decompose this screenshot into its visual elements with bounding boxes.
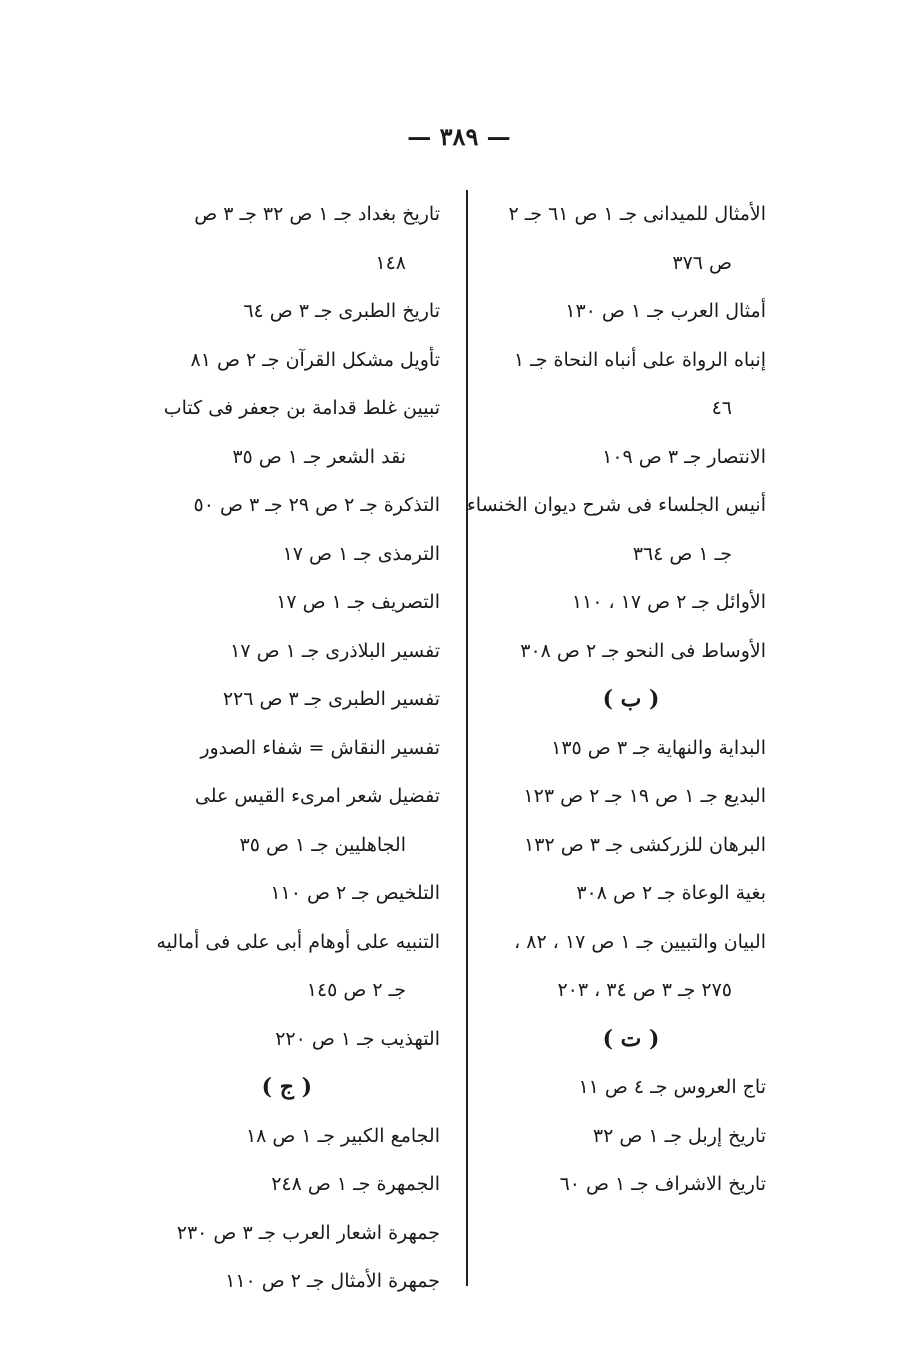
index-entry: التلخيص جـ ٢ ص ١١٠	[270, 882, 440, 904]
index-entry: التذكرة جـ ٢ ص ٢٩ جـ ٣ ص ٥٠	[193, 494, 440, 516]
index-entry: تاريخ إربل جـ ١ ص ٣٢	[592, 1124, 766, 1147]
index-entry: الجمهرة جـ ١ ص ٢٤٨	[271, 1173, 440, 1195]
index-entry-continuation: نقد الشعر جـ ١ ص ٣٥	[232, 445, 406, 468]
index-entry: الأمثال للميدانى جـ ١ ص ٦١ جـ ٢	[508, 203, 766, 225]
index-column-left	[130, 190, 440, 1306]
index-entry: تأويل مشكل القرآن جـ ٢ ص ٨١	[190, 348, 440, 371]
index-entry: الأوائل جـ ٢ ص ١٧ ، ١١٠	[571, 591, 766, 613]
index-entry: تاريخ الاشراف جـ ١ ص ٦٠	[559, 1173, 766, 1195]
index-entry: تاريخ الطبرى جـ ٣ ص ٦٤	[243, 300, 440, 322]
index-entry-continuation: الجاهليين جـ ١ ص ٣٥	[239, 833, 406, 856]
index-entry-continuation: ٢٧٥ جـ ٣ ص ٣٤ ، ٢٠٣	[557, 979, 732, 1001]
index-entry: تفسير البلاذرى جـ ١ ص ١٧	[230, 639, 440, 662]
index-entry: البداية والنهاية جـ ٣ ص ١٣٥	[551, 736, 766, 759]
index-entry: تبيين غلط قدامة بن جعفر فى كتاب	[163, 397, 440, 419]
index-entry: التنبيه على أوهام أبى على فى أماليه	[156, 930, 440, 953]
index-entry-continuation: ١٤٨	[375, 251, 406, 274]
index-entry: جمهرة الأمثال جـ ٢ ص ١١٠	[225, 1270, 440, 1292]
section-heading-ta: ( ت )	[602, 1025, 660, 1052]
index-entry: التصريف جـ ١ ص ١٧	[276, 591, 440, 613]
index-entry: البديع جـ ١ ص ١٩ جـ ٢ ص ١٢٣	[523, 785, 766, 807]
index-entry: تاريخ بغداد جـ ١ ص ٣٢ جـ ٣ ص	[194, 203, 440, 225]
index-entry: أمثال العرب جـ ١ ص ١٣٠	[565, 300, 766, 322]
index-entry: إنباه الرواة على أنباه النحاة جـ ١	[513, 348, 766, 371]
index-entry: البيان والتبيين جـ ١ ص ١٧ ، ٨٢ ،	[514, 930, 766, 953]
index-entry: الترمذى جـ ١ ص ١٧	[282, 542, 440, 565]
index-entry-continuation: ص ٣٧٦	[672, 251, 732, 274]
index-entry: تفسير الطبرى جـ ٣ ص ٢٢٦	[222, 688, 440, 710]
index-entry-continuation: جـ ٢ ص ١٤٥	[306, 979, 406, 1001]
section-heading-jim: ( ج )	[261, 1074, 312, 1100]
index-entry: الجامع الكبير جـ ١ ص ١٨	[245, 1124, 440, 1147]
index-entry: التهذيب جـ ١ ص ٢٢٠	[275, 1027, 440, 1050]
index-entry: جمهرة اشعار العرب جـ ٣ ص ٢٣٠	[176, 1221, 440, 1244]
index-entry-continuation: ٤٦	[711, 397, 732, 419]
index-entry: تفضيل شعر امرىء القيس على	[194, 785, 440, 807]
index-entry: البرهان للزركشى جـ ٣ ص ١٣٢	[524, 833, 766, 856]
page-number: — ٣٨٩ —	[407, 122, 511, 151]
index-entry: تفسير النقاش = شفاء الصدور	[200, 736, 440, 759]
index-column-right	[456, 190, 766, 1209]
index-entry: تاج العروس جـ ٤ ص ١١	[578, 1076, 766, 1098]
index-entry: الأوساط فى النحو جـ ٢ ص ٣٠٨	[520, 639, 766, 662]
index-entry-continuation: جـ ١ ص ٣٦٤	[632, 542, 732, 565]
index-entry: أنيس الجلساء فى شرح ديوان الخنساء	[466, 494, 766, 516]
index-entry: الانتصار جـ ٣ ص ١٠٩	[602, 445, 766, 468]
index-entry: بغية الوعاة جـ ٢ ص ٣٠٨	[576, 882, 766, 904]
section-heading-ba: ( ب )	[602, 686, 660, 712]
